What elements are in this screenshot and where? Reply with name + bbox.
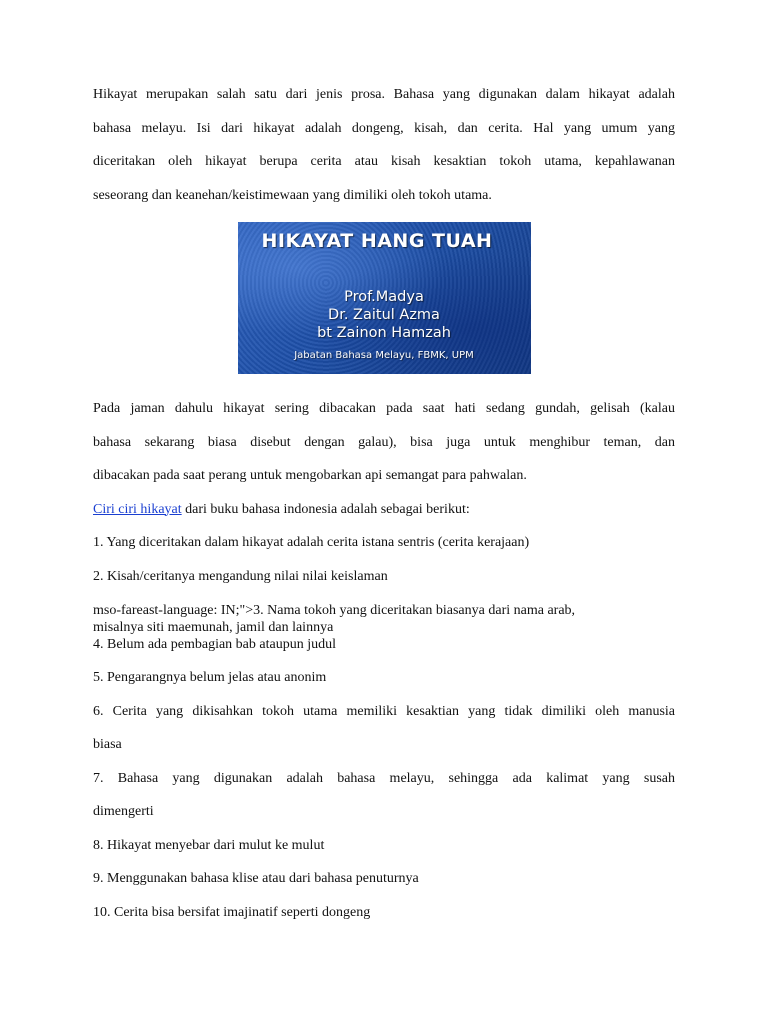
ciri-intro [93,493,675,527]
intro-line: seseorang dan keanehan/keistimewaan yang dimiliki oleh tokoh utama. [93,187,492,203]
list-item: 10. Cerita bisa bersifat imajinatif seperti dongeng [93,904,371,920]
banner-author-line: Dr. Zaitul Azma [328,307,440,323]
list-item: 4. Belum ada pembagian bab ataupun judul [93,637,336,652]
list-item: 1. Yang diceritakan dalam hikayat adalah cerita istana sentris (cerita kerajaan) [93,535,530,550]
ciri-intro-text: dari buku bahasa indonesia adalah sebagai berikut: [181,501,470,517]
list-item-continued: misalnya siti maemunah, jamil dan lainnya [93,620,334,635]
list-item-continued: dimengerti [93,804,154,819]
list-item: mso-fareast-language: IN;">3. Nama tokoh yang diceritakan biasanya dari nama arab, [93,603,576,618]
hikayat-hang-tuah-image [238,222,531,374]
banner-author-line: Prof.Madya [344,289,424,305]
list-item: 7. Bahasa yang digunakan adalah bahasa melayu, sehingga ada kalimat yang susah [93,770,675,786]
second-paragraph [93,392,675,493]
banner-container [93,222,675,374]
list-item: 2. Kisah/ceritanya mengandung nilai nilai keislaman [93,568,388,584]
banner-title: HIKAYAT HANG TUAH [261,230,493,252]
second-line: bahasa sekarang biasa disebut dengan galau), bisa juga untuk menghibur teman, dan [93,434,675,450]
banner-author-line: bt Zainon Hamzah [317,325,451,341]
list-item: 5. Pengarangnya belum jelas atau anonim [93,670,327,685]
second-line: Pada jaman dahulu hikayat sering dibacakan pada saat hati sedang gundah, gelisah (kalau [93,401,675,416]
banner-author [238,288,531,342]
ciri-hikayat-link[interactable]: Ciri ciri hikayat [93,501,182,517]
second-line: dibacakan pada saat perang untuk mengobarkan api semangat para pahwalan. [93,468,527,483]
intro-line: diceritakan oleh hikayat berupa cerita atau kisah kesaktian tokoh utama, kepahlawanan [93,154,675,169]
intro-line: Hikayat merupakan salah satu dari jenis prosa. Bahasa yang digunakan dalam hikayat adalah [93,87,675,102]
intro-line: bahasa melayu. Isi dari hikayat adalah dongeng, kisah, dan cerita. Hal yang umum yang [93,120,675,136]
list-item: 9. Menggunakan bahasa klise atau dari bahasa penuturnya [93,871,419,886]
intro-paragraph [93,78,675,212]
list-item: 6. Cerita yang dikisahkan tokoh utama memiliki kesaktian yang tidak dimiliki oleh manusia [93,703,675,719]
list-item-continued: biasa [93,737,122,752]
list-item: 8. Hikayat menyebar dari mulut ke mulut [93,837,325,853]
document-content [93,78,675,929]
banner-department: Jabatan Bahasa Melayu, FBMK, UPM [294,350,474,361]
